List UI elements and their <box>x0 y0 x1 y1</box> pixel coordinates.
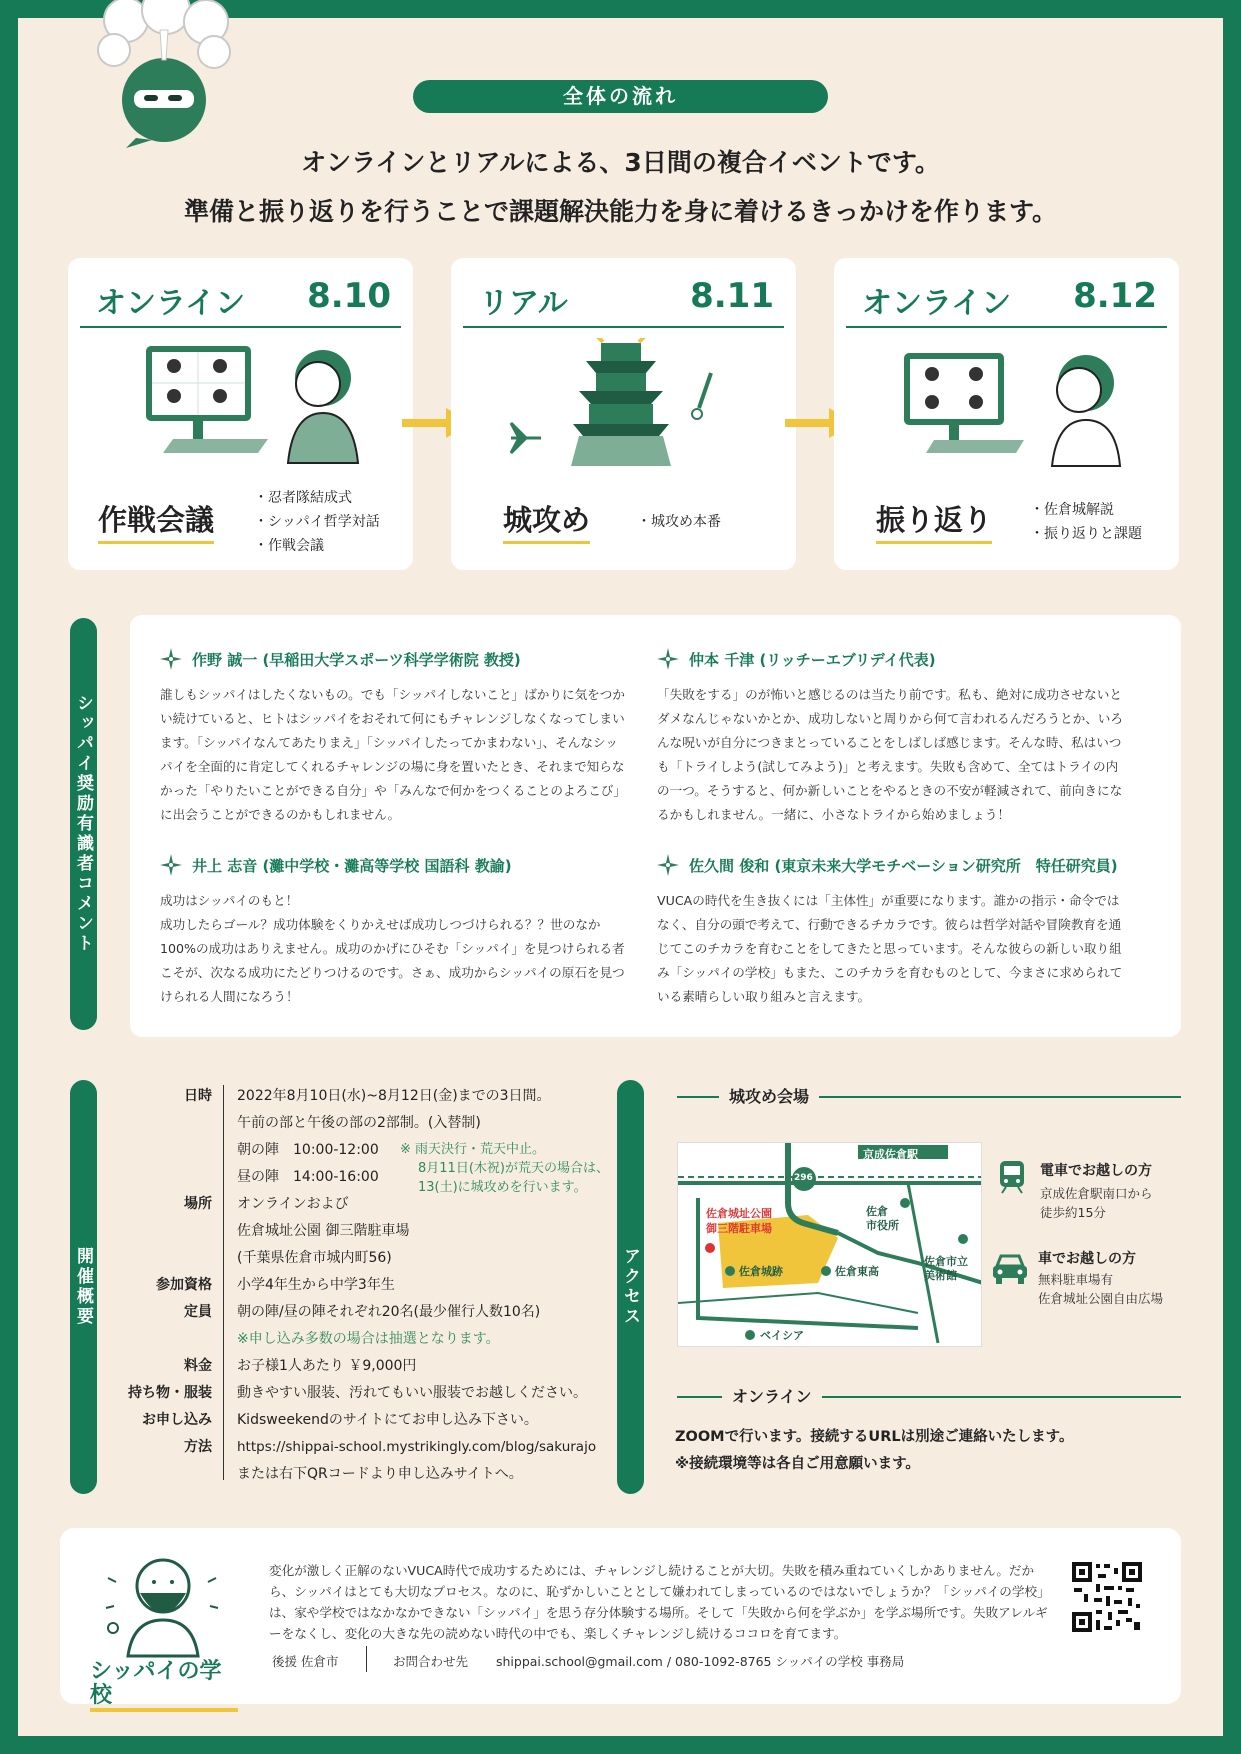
rain-note-line: ※ 雨天決行・荒天中止。 <box>400 1142 546 1157</box>
car-icon <box>991 1252 1029 1286</box>
list-item: ・ シッパイ哲学対話 <box>254 510 380 534</box>
info-value: 午前の部と午後の部の2部制。(入替制) <box>237 1115 481 1131</box>
comment-text: VUCAの時代を生き抜くには「主体性」が重要になります。誰かの指示・命令ではなく、自分の頭で考えて、行動できるチカラです。彼らは哲学対話や冒険教育を通じてこのチカラを育むことをしてきたと思っています。そんな彼らの新しい取り組み「シッパイの学校」もまた、このチカラを育むものとして、今まさに求められている素晴らしい取り組みと言えます。 <box>657 893 1123 1004</box>
comment-author <box>160 853 630 877</box>
comment-item <box>160 853 630 1009</box>
train-icon <box>993 1160 1031 1194</box>
day-header <box>463 276 784 328</box>
comment-author <box>657 853 1127 877</box>
map-city-hall-label: 市役所 <box>866 1219 899 1232</box>
footer-support: 後援 佐倉市 <box>272 1654 339 1669</box>
castle-illustration-icon <box>491 338 756 468</box>
info-label: 持ち物・服装 <box>128 1385 212 1401</box>
online-text-2: ※接続環境等は各自ご用意願います。 <box>675 1456 920 1472</box>
day-date: 8.11 <box>690 276 774 316</box>
comment-author <box>657 647 1127 671</box>
info-label: 場所 <box>184 1196 212 1212</box>
shippai-school-logo <box>88 1548 238 1708</box>
logo-text: シッパイの学校 <box>90 1660 238 1712</box>
footer-contact <box>393 1652 904 1670</box>
comment-author-name: 佐久間 俊和 (東京未来大学モチベーション研究所 特任研究員) <box>689 856 1118 875</box>
online-title: オンライン <box>722 1384 822 1407</box>
list-item: ・ 作戦会議 <box>254 534 380 558</box>
flow-title: 全体の流れ <box>413 80 828 113</box>
rain-note-line: 13(土)に城攻めを行います。 <box>418 1180 587 1195</box>
shuriken-icon <box>160 648 182 670</box>
info-label: お申し込み <box>142 1412 212 1428</box>
info-value: お子様1人あたり ￥9,000円 <box>237 1358 417 1374</box>
venue-title: 城攻め会場 <box>719 1084 819 1107</box>
map-parking-label: 佐倉城址公園 <box>706 1207 772 1220</box>
info-value: 動きやすい服装、汚れてもいい服装でお越しください。 <box>237 1385 587 1401</box>
info-label: 日時 <box>184 1088 212 1104</box>
train-text-line: 徒歩約15分 <box>1040 1205 1106 1220</box>
info-value: Kidsweekendのサイトにてお申し込み下さい。 <box>237 1412 538 1428</box>
ninja-mascot-icon <box>96 0 231 150</box>
map-parking-label: 御三階駐車場 <box>706 1222 772 1235</box>
list-item: ・ 振り返りと課題 <box>1030 522 1142 546</box>
footer-divider <box>366 1646 367 1672</box>
comment-text: 誰しもシッパイはしたくないもの。でも「シッパイしないこと」ばかりに気をつかい続けていると、ヒトはシッパイをおそれて何にもチャレンジしなくなってしまいます。「シッパイなんてあたりまえ」「シッパイしたってかまわない」、そんなシッパイを全面的に肯定してくれるチャレンジの場に身を置いたとき、それまで知らなかった「やりたいことができる自分」や「みんなで何かをつくることのよろこび」に出会うことができるのかもしれません。 <box>160 687 626 822</box>
info-value: 朝の陣 10:00-12:00 <box>237 1142 379 1158</box>
map-city-hall-label: 佐倉 <box>866 1205 888 1218</box>
shuriken-icon <box>160 854 182 876</box>
online-heading <box>677 1384 1181 1408</box>
car-text-line: 無料駐車場有 <box>1038 1272 1114 1287</box>
comment-author-name: 井上 志音 (灘中学校・灘高等学校 国語科 教諭) <box>192 856 512 875</box>
info-label: 参加資格 <box>156 1277 212 1293</box>
info-value: ※申し込み多数の場合は抽選となります。 <box>237 1331 500 1347</box>
comment-item <box>657 853 1127 1009</box>
contact-info-link[interactable]: shippai.school@gmail.com / 080-1092-8765 シッパイの学校 事務局 <box>496 1654 905 1669</box>
comment-author-name: 仲本 千津 (リッチーエブリデイ代表) <box>689 650 936 669</box>
shuriken-icon <box>657 854 679 876</box>
venue-map[interactable] <box>677 1142 982 1347</box>
day-card-3 <box>834 258 1179 570</box>
list-item: ・ 城攻め本番 <box>637 510 721 534</box>
rain-note <box>400 1140 609 1197</box>
info-label: 方法 <box>184 1439 212 1455</box>
day-type: オンライン <box>862 286 1012 321</box>
online-meeting-illustration-icon <box>108 338 373 468</box>
comments-section-label: シッパイ奨励有識者コメント <box>70 618 97 1030</box>
map-castle-label: 佐倉城跡 <box>739 1265 783 1278</box>
map-store-label: ベイシア <box>760 1329 804 1342</box>
access-section-label: アクセス <box>617 1080 644 1494</box>
rain-note-line: 8月11日(木祝)が荒天の場合は、 <box>418 1161 609 1176</box>
info-value: または右下QRコードより申し込みサイトへ。 <box>237 1466 523 1482</box>
footer-panel <box>60 1528 1181 1708</box>
car-title: 車でお越しの方 <box>1038 1251 1136 1267</box>
car-text <box>1038 1270 1163 1308</box>
day-header <box>80 276 401 328</box>
info-value: 2022年8月10日(水)~8月12日(金)までの3日間。 <box>237 1088 551 1104</box>
info-label: 料金 <box>184 1358 212 1374</box>
day-item-list <box>254 486 380 558</box>
shuriken-icon <box>657 648 679 670</box>
day-date: 8.10 <box>307 276 391 316</box>
info-value: 小学4年生から中学3年生 <box>237 1277 395 1293</box>
day-type: リアル <box>479 286 568 321</box>
philosopher-illustration-icon <box>88 1548 238 1658</box>
map-museum-label: 佐倉市立 <box>924 1255 968 1268</box>
car-text-line: 佐倉城址公園自由広場 <box>1038 1291 1164 1306</box>
day-card-2 <box>451 258 796 570</box>
day-item-list <box>1030 498 1142 546</box>
train-title: 電車でお越しの方 <box>1040 1163 1152 1179</box>
venue-heading <box>677 1084 1181 1108</box>
lead-text-2: 準備と振り返りを行うことで課題解決能力を身に着けるきっかけを作ります。 <box>183 197 1057 226</box>
train-text-line: 京成佐倉駅南口から <box>1040 1186 1153 1201</box>
day-card-1 <box>68 258 413 570</box>
comment-text: 「失敗をする」のが怖いと感じるのは当たり前です。私も、絶対に成功させないとダメなんじゃないかとか、成功しないと周りから何て言われるんだろうとか、いろんな呪いが自分につきまとっていることをしばしば感じます。そんな時、私はいつも「トライしよう(試してみよう)」と考えます。失敗も含めて、全てはトライの内の一つ。そうすると、何か新しいことをやるときの不安が軽減されて、前向きになるかもしれません。一緒に、小さなトライから始めましょう！ <box>657 687 1123 822</box>
list-item: ・ 忍者隊結成式 <box>254 486 380 510</box>
info-value: 朝の陣/昼の陣それぞれ20名(最少催行人数10名) <box>237 1304 541 1320</box>
map-route-label: 296 <box>794 1173 813 1183</box>
day-type: オンライン <box>96 286 246 321</box>
day-name: 作戦会議 <box>98 498 214 544</box>
online-text-1: ZOOMで行います。接続するURLは別途ご連絡いたします。 <box>675 1429 1074 1445</box>
comment-item <box>657 647 1127 827</box>
info-value: オンラインおよび <box>237 1196 349 1212</box>
map-station-label: 京成佐倉駅 <box>863 1148 918 1161</box>
list-item: ・ 佐倉城解説 <box>1030 498 1142 522</box>
day-item-list <box>637 510 721 534</box>
comment-author-name: 作野 誠一 (早稲田大学スポーツ科学学術院 教授) <box>192 650 521 669</box>
comment-text: 成功はシッパイのもと！ 成功したらゴール？成功体験をくりかえせば成功しつづけられる？？世のなか100%の成功はありえません。成功のかげにひそむ「シッパイ」を見つけられる者こそが、次なる成功にたどりつけるのです。さぁ、成功からシッパイの原石を見つけられる人間になろう！ <box>160 893 625 1004</box>
info-label: 定員 <box>184 1304 212 1320</box>
map-school-label: 佐倉東高 <box>835 1265 879 1278</box>
apply-url-link[interactable]: https://shippai-school.mystrikingly.com/blog/sakurajo <box>237 1439 597 1455</box>
day-name: 城攻め <box>503 498 590 544</box>
contact-label: お問合わせ先 <box>393 1654 469 1669</box>
info-divider <box>223 1085 224 1480</box>
info-section-label: 開催概要 <box>70 1080 97 1494</box>
train-text <box>1040 1184 1153 1222</box>
review-meeting-illustration-icon <box>874 338 1139 468</box>
comment-author <box>160 647 630 671</box>
comment-item <box>160 647 630 827</box>
map-museum-label: 美術館 <box>924 1269 957 1282</box>
footer-description: 変化が激しく正解のないVUCA時代で成功するためには、チャレンジし続けることが大切。失敗を積み重ねていくしかありません。だから、シッパイはとても大切なプロセス。なのに、恥ずかしいこととして嫌われてしまっているのではないでしょうか？「シッパイの学校」は、家や学校ではなかなかできない「シッパイ」を思う存分体験する場所。そして「失敗から何を学ぶか」を学ぶ場所です。失敗アレルギーをなくし、変化の大きな先の読めない時代の中でも、楽しくチャレンジし続けるココロを育てます。 <box>269 1563 1048 1641</box>
day-date: 8.12 <box>1073 276 1157 316</box>
qr-code-icon[interactable] <box>1070 1560 1144 1634</box>
day-header <box>846 276 1167 328</box>
info-value: (千葉県佐倉市城内町56) <box>237 1250 392 1266</box>
info-value: 昼の陣 14:00-16:00 <box>237 1169 379 1185</box>
lead-text-1: オンラインとリアルによる、3日間の複合イベントです。 <box>301 148 940 177</box>
info-value: 佐倉城址公園 御三階駐車場 <box>237 1223 410 1239</box>
day-name: 振り返り <box>876 498 992 544</box>
comments-panel <box>130 615 1181 1037</box>
